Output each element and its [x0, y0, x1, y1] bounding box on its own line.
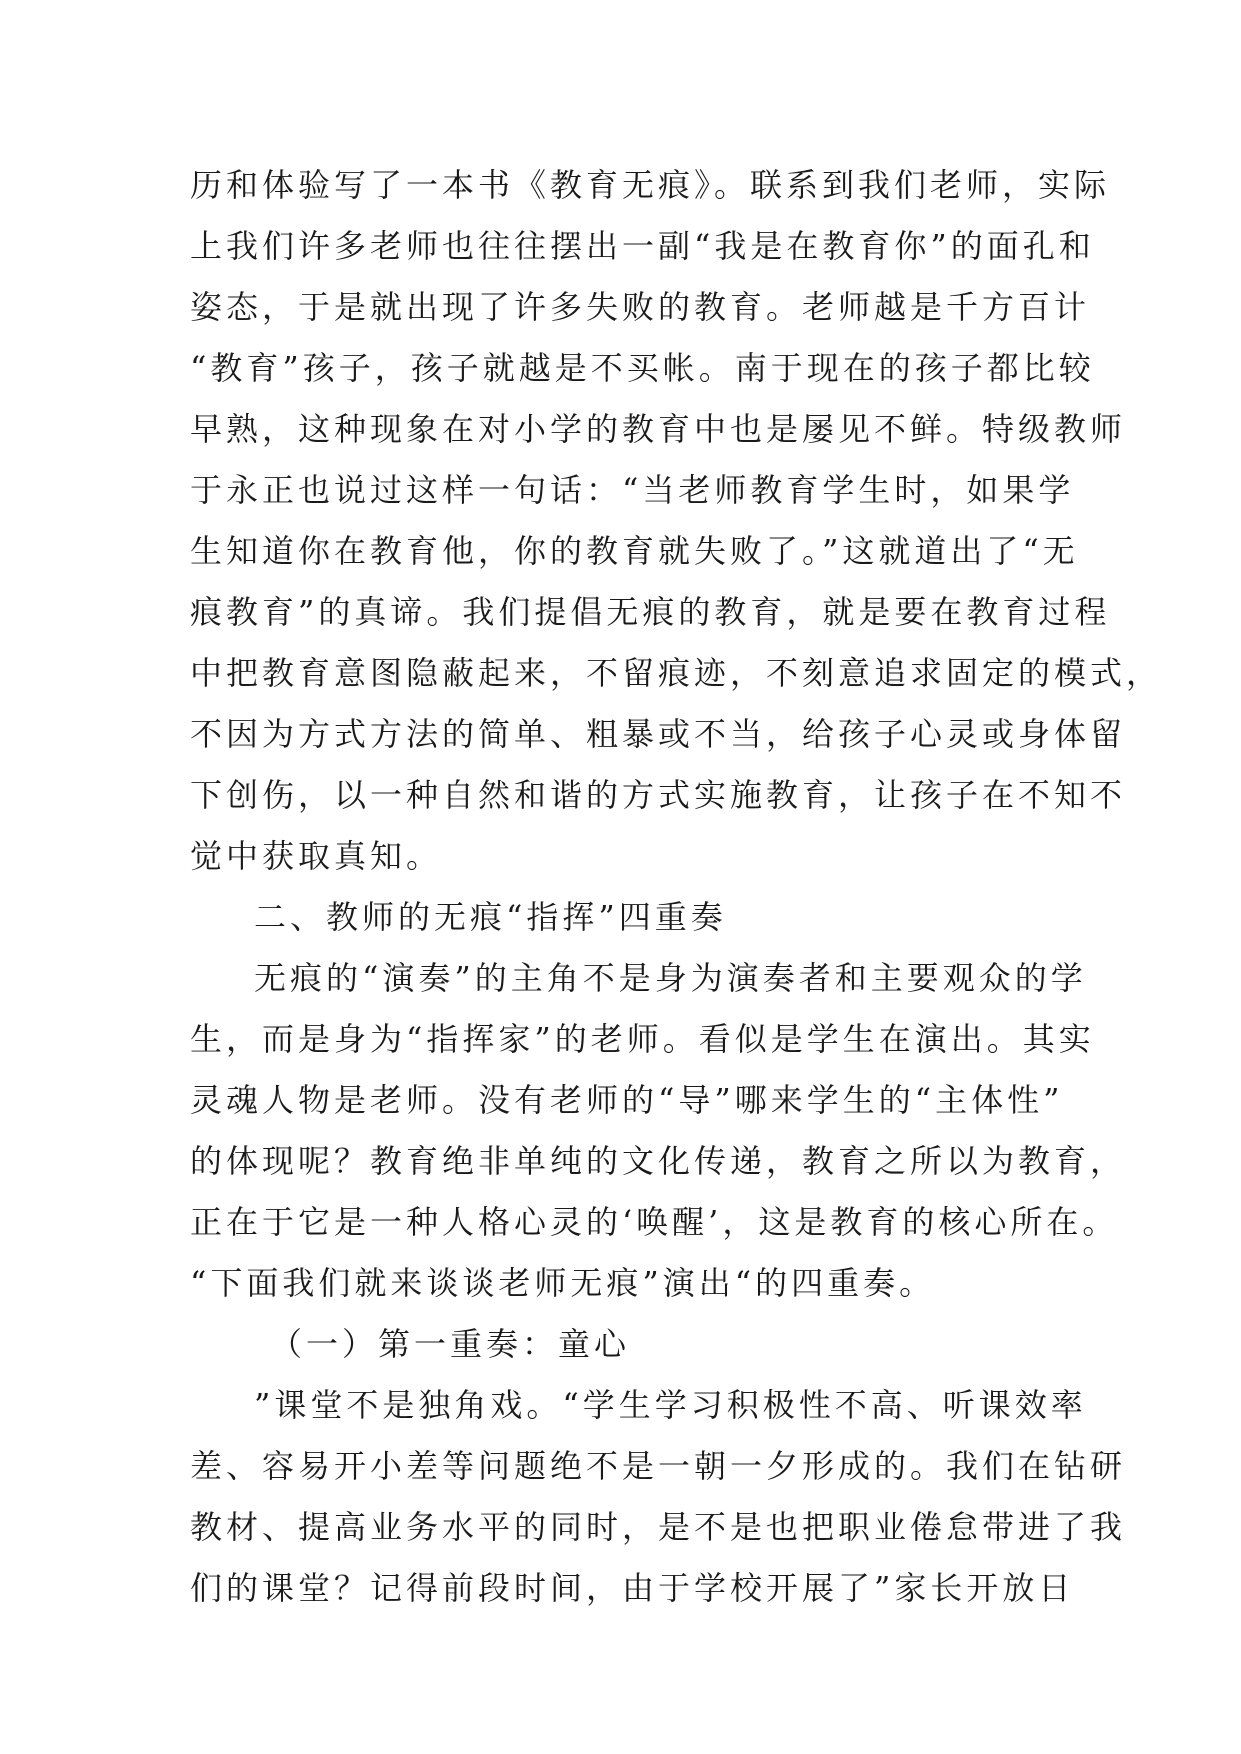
body-line: 姿态，于是就出现了许多失败的教育。老师越是千方百计: [190, 288, 1091, 326]
document-body: [190, 155, 1163, 1619]
body-line: 觉中获取真知。: [190, 837, 443, 875]
body-line: 教材、提高业务水平的同时，是不是也把职业倦怠带进了我: [190, 1508, 1127, 1546]
body-line: “教育”孩子，孩子就越是不买帐。南于现在的孩子都比较: [190, 349, 1095, 387]
body-line: 上我们许多老师也往往摆出一副“我是在教育你”的面孔和: [190, 227, 1095, 265]
body-line: 的体现呢？教育绝非单纯的文化传递，教育之所以为教育，: [190, 1142, 1127, 1180]
body-line: 无痕的“演奏”的主角不是身为演奏者和主要观众的学: [254, 959, 1087, 997]
body-line: 不因为方式方法的简单、粗暴或不当，给孩子心灵或身体留: [190, 715, 1127, 753]
subsection-heading: （一）第一重奏：童心: [270, 1325, 631, 1363]
body-line: 痕教育”的真谛。我们提倡无痕的教育，就是要在教育过程: [190, 593, 1111, 631]
body-line: “下面我们就来谈谈老师无痕”演出“的四重奏。: [190, 1264, 936, 1302]
body-line: ”课堂不是独角戏。“学生学习积极性不高、听课效率: [254, 1386, 1087, 1424]
section-heading: 二、教师的无痕“指挥”四重奏: [254, 898, 727, 936]
body-line: 生，而是身为“指挥家”的老师。看似是学生在演出。其实: [190, 1020, 1095, 1058]
body-line: 早熟，这种现象在对小学的教育中也是屡见不鲜。特级教师: [190, 410, 1127, 448]
body-line: 差、容易开小差等问题绝不是一朝一夕形成的。我们在钻研: [190, 1447, 1127, 1485]
body-line: 正在于它是一种人格心灵的‘唤醒’，这是教育的核心所在。: [190, 1203, 1119, 1241]
body-line: 灵魂人物是老师。没有老师的“导”哪来学生的“主体性”: [190, 1081, 1064, 1119]
body-line: 于永正也说过这样一句话：“当老师教育学生时，如果学: [190, 471, 1075, 509]
body-line: 下创伤，以一种自然和谐的方式实施教育，让孩子在不知不: [190, 776, 1127, 814]
body-line: 中把教育意图隐蔽起来，不留痕迹，不刻意追求固定的模式，: [190, 654, 1163, 692]
body-line: 们的课堂？记得前段时间，由于学校开展了”家长开放日: [190, 1569, 1075, 1607]
body-line: 生知道你在教育他，你的教育就失败了。”这就道出了“无: [190, 532, 1079, 570]
body-line: 历和体验写了一本书《教育无痕》。联系到我们老师，实际: [190, 166, 1111, 204]
